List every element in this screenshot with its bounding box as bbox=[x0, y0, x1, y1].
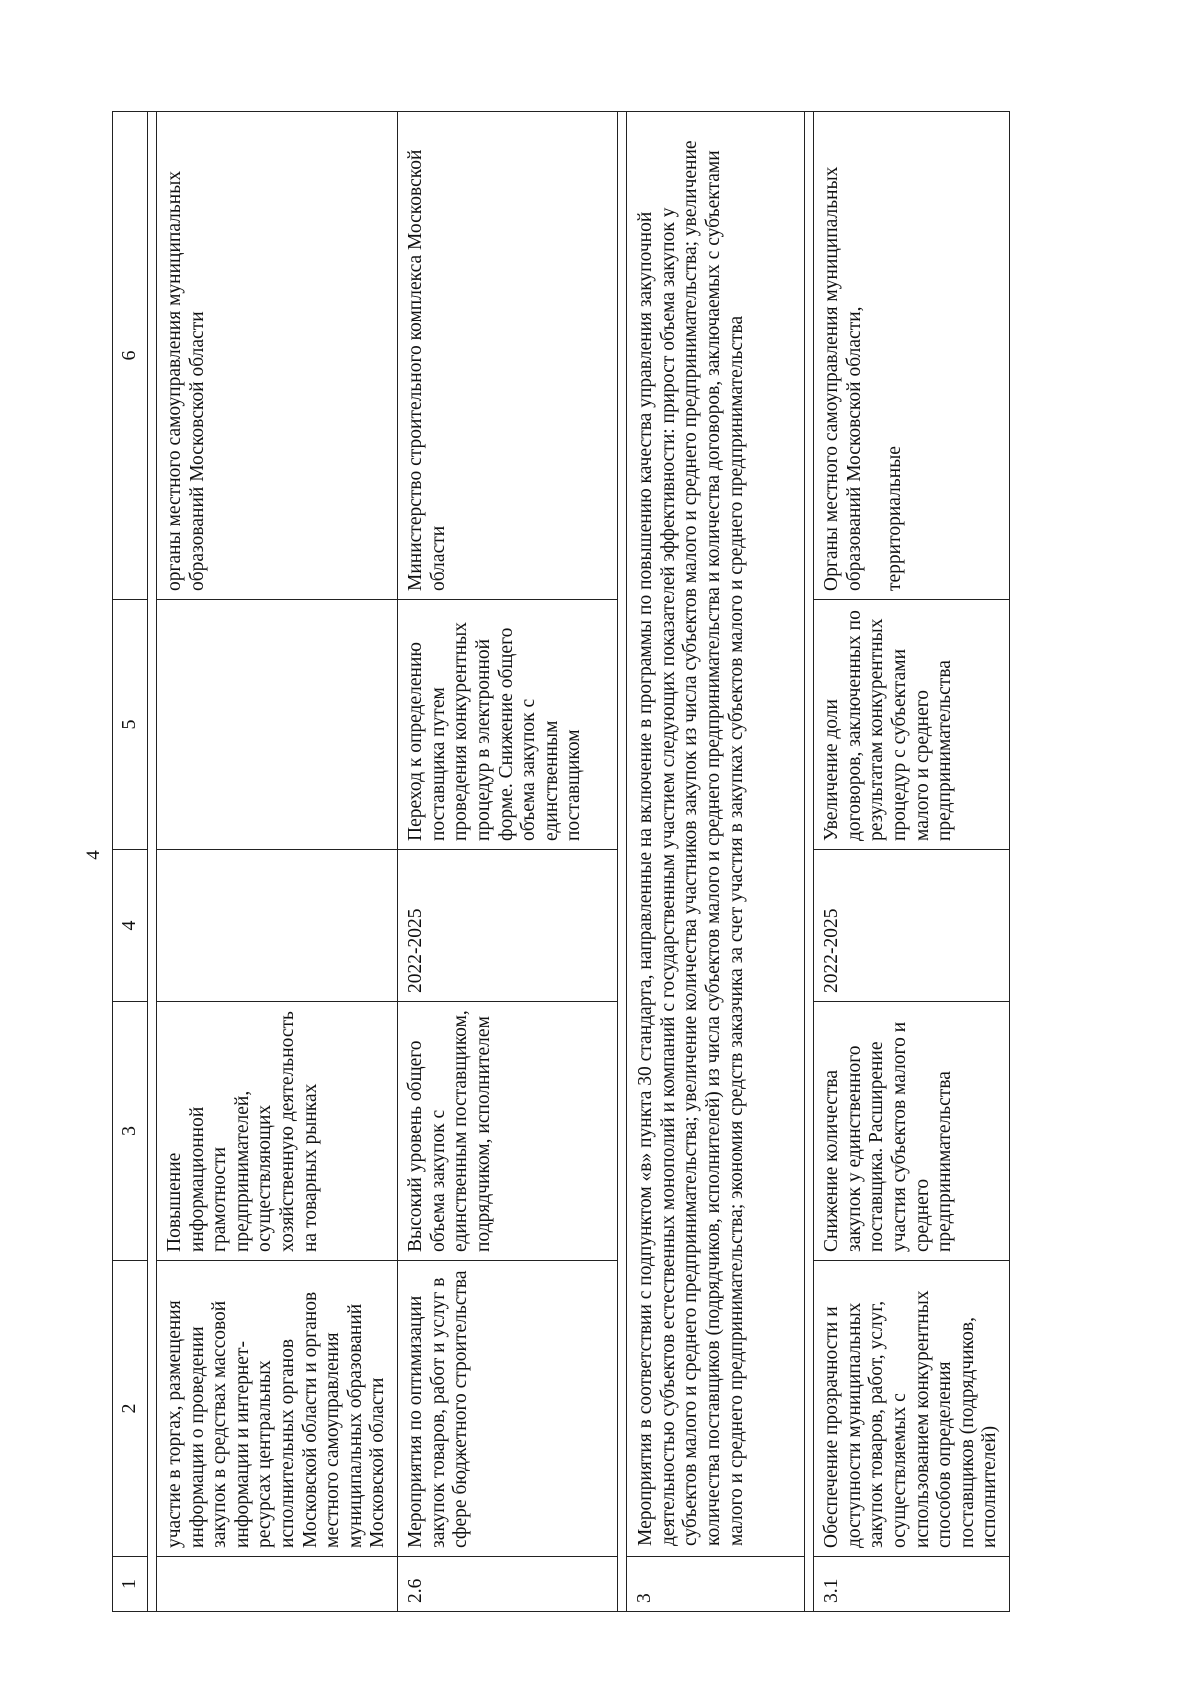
row-executor: Министерство строительного комплекса Московской области bbox=[398, 112, 618, 600]
row-number: 3.1 bbox=[814, 1557, 1010, 1612]
header-col-5: 5 bbox=[113, 600, 148, 850]
gap-row bbox=[148, 112, 157, 1612]
header-col-3: 3 bbox=[113, 1002, 148, 1261]
section-row bbox=[627, 112, 805, 1612]
row-result bbox=[157, 600, 398, 850]
row-measure: участие в торгах, размещения информации о проведении закупок в средствах массовой информации и интернет-ресурсах центральных исполнительных органов Московской области и органов местного самоуправления муниципальных образований Московской области bbox=[157, 1261, 398, 1557]
row-measure: Мероприятия по оптимизации закупок товаров, работ и услуг в сфере бюджетного строительства bbox=[398, 1261, 618, 1557]
page-number: 4 bbox=[82, 850, 104, 860]
section-number: 3 bbox=[627, 1557, 805, 1612]
header-row bbox=[113, 112, 148, 1612]
header-col-6: 6 bbox=[113, 112, 148, 600]
row-result: Увеличение доли договоров, заключенных по результатам конкурентных процедур с субъектами малого и среднего предпринимательства bbox=[814, 600, 1010, 850]
row-executor: органы местного самоуправления муниципальных образований Московской области bbox=[157, 112, 398, 600]
header-col-4: 4 bbox=[113, 850, 148, 1002]
row-period: 2022-2025 bbox=[814, 850, 1010, 1002]
row-period bbox=[157, 850, 398, 1002]
row-problem: Повышение информационной грамотности предпринимателей, осуществляющих хозяйственную деятельность на товарных рынках bbox=[157, 1002, 398, 1261]
row-executor-cont: территориальные bbox=[884, 446, 906, 591]
row-period: 2022-2025 bbox=[398, 850, 618, 1002]
section-description: Мероприятия в соответствии с подпунктом «в» пункта 30 стандарта, направленные на включение в программы по повышению качества управления закупочной деятельностью субъектов естественных монополий и компаний с государственным участием следующих показателей эффективности: прирост объема закупок у субъектов малого и среднего предпринимательства; увеличение количества участников закупок из числа субъектов малого и среднего предпринимательства; увеличение количества поставщиков (подрядчиков, исполнителей) из числа субъектов малого и среднего предпринимательства и количества договоров, заключаемых с субъектами малого и среднего предпринимательства; экономия средств заказчика за счет участия в закупках субъектов малого и среднего предпринимательства bbox=[627, 112, 805, 1557]
row-problem: Высокий уровень общего объема закупок с единственным поставщиком, подрядчиком, исполнителем bbox=[398, 1002, 618, 1261]
gap-row bbox=[618, 112, 627, 1612]
row-number: 2.6 bbox=[398, 1557, 618, 1612]
table-row bbox=[398, 112, 618, 1612]
table-row bbox=[814, 112, 1010, 1612]
row-executor bbox=[814, 112, 1010, 600]
row-measure: Обеспечение прозрачности и доступности муниципальных закупок товаров, работ, услуг, осуществляемых с использованием конкурентных способов определения поставщиков (подрядчиков, исполнителей) bbox=[814, 1261, 1010, 1557]
row-result: Переход к определению поставщика путем проведения конкурентных процедур в электронной форме. Снижение общего объема закупок с единственным поставщиком bbox=[398, 600, 618, 850]
gap-row bbox=[805, 112, 814, 1612]
row-number bbox=[157, 1557, 398, 1612]
measures-table bbox=[112, 111, 1010, 1612]
row-executor-main: Органы местного самоуправления муниципальных образований Московской области, bbox=[821, 166, 865, 591]
header-col-2: 2 bbox=[113, 1261, 148, 1557]
table-row bbox=[157, 112, 398, 1612]
row-problem: Снижение количества закупок у единственного поставщика. Расширение участия субъектов малого и среднего предпринимательства bbox=[814, 1002, 1010, 1261]
rotated-table-container bbox=[112, 112, 1001, 1612]
header-col-1: 1 bbox=[113, 1557, 148, 1612]
